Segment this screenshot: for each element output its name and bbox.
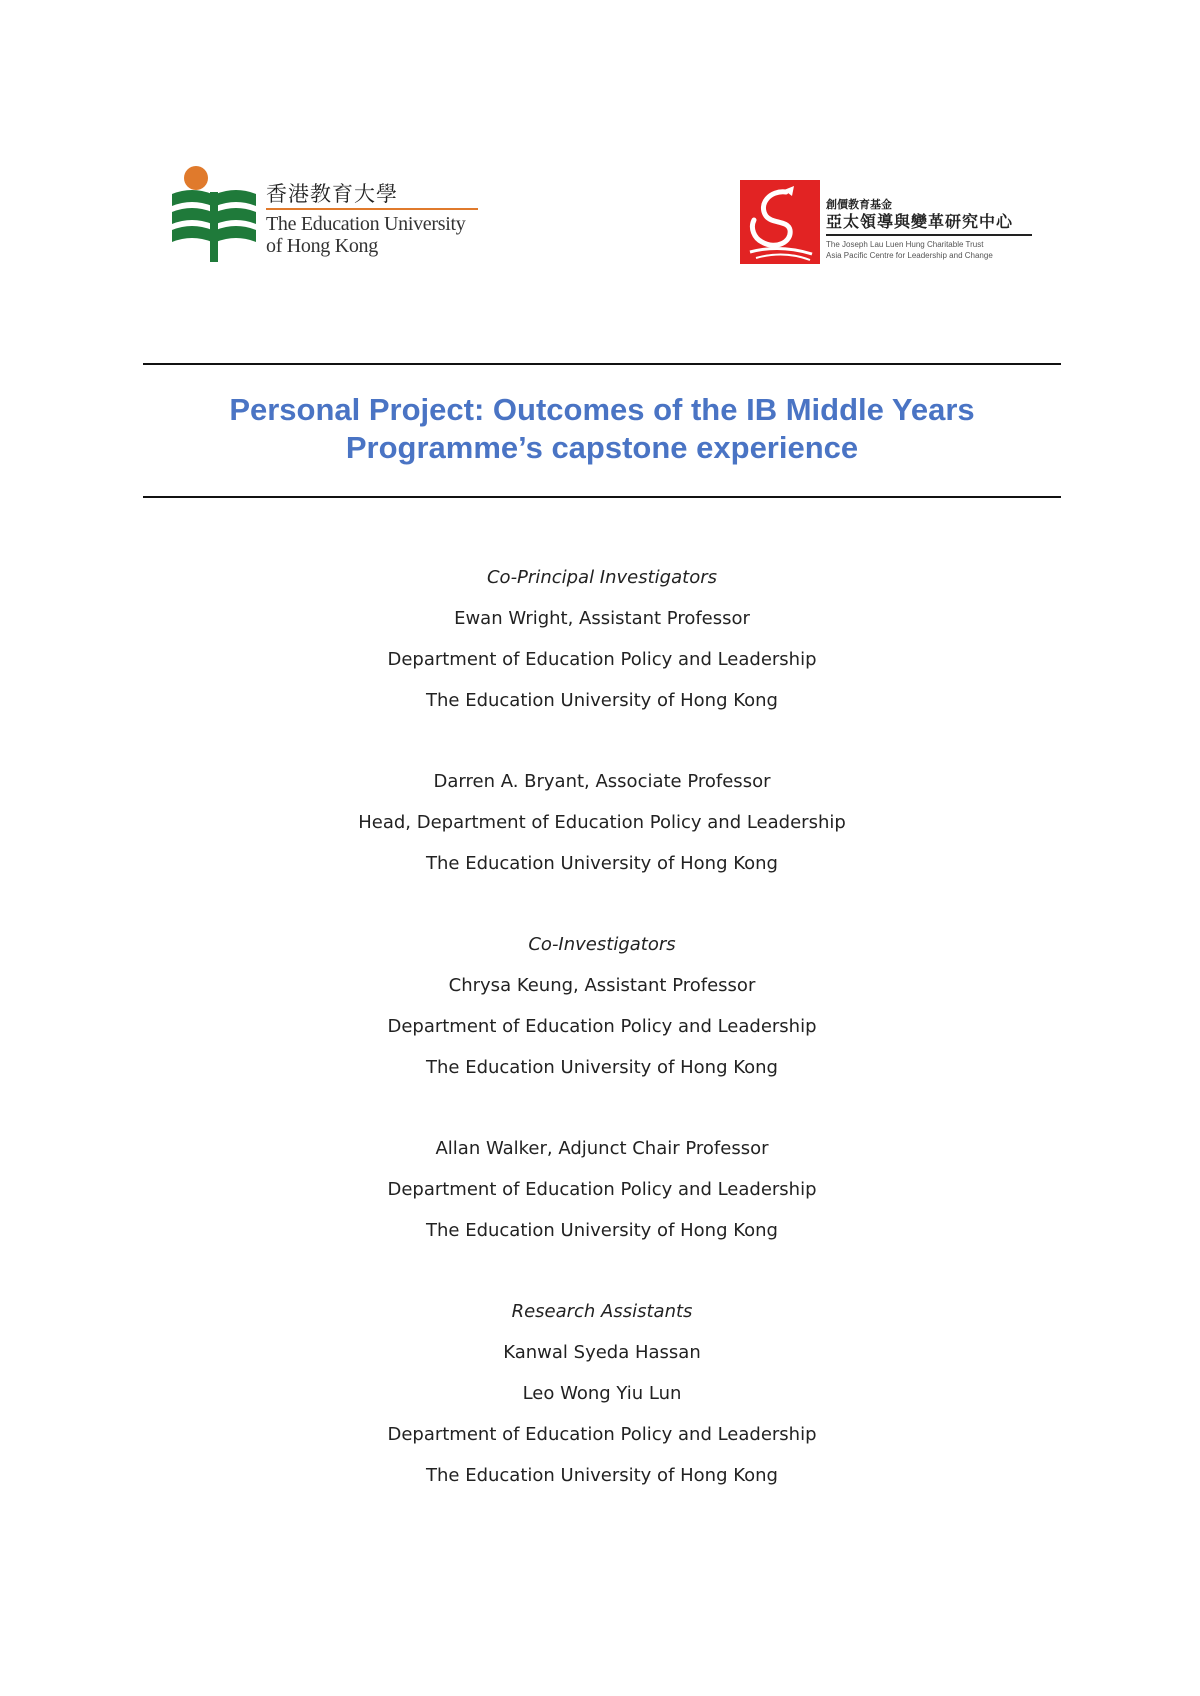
eduhk-emblem-icon (170, 164, 258, 264)
person-name: Leo Wong Yiu Lun (522, 1383, 682, 1404)
apclc-name-en-line1: The Joseph Lau Luen Hung Charitable Trust (826, 240, 984, 249)
person-university: The Education University of Hong Kong (426, 853, 778, 874)
person-name-title: Darren A. Bryant, Associate Professor (433, 771, 771, 792)
dragon-emblem-icon (740, 180, 820, 264)
report-title (143, 391, 1061, 467)
person-name-title: Chrysa Keung, Assistant Professor (448, 975, 756, 996)
eduhk-name-en-line2: of Hong Kong (266, 235, 378, 257)
person-name-title: Allan Walker, Adjunct Chair Professor (435, 1138, 769, 1159)
section-heading-research-assistants: Research Assistants (511, 1301, 693, 1322)
person-department: Department of Education Policy and Leadership (387, 649, 817, 670)
section-heading-co-principal: Co-Principal Investigators (486, 567, 717, 588)
credits (143, 566, 1061, 1505)
report-title-line2: Programme’s capstone experience (345, 430, 859, 465)
apclc-logo (740, 180, 1040, 264)
person-university: The Education University of Hong Kong (426, 690, 778, 711)
eduhk-name-cn: 香港教育大學 (266, 182, 398, 206)
eduhk-logo (170, 164, 490, 264)
report-title-line1: Personal Project: Outcomes of the IB Middle Years (229, 392, 975, 427)
apclc-name-cn-line1: 創價教育基金 (826, 198, 892, 211)
person-university: The Education University of Hong Kong (426, 1057, 778, 1078)
apclc-name-en-line2: Asia Pacific Centre for Leadership and Change (826, 251, 993, 260)
apclc-divider (826, 234, 1032, 236)
person-university: The Education University of Hong Kong (426, 1465, 778, 1486)
person-name-title: Ewan Wright, Assistant Professor (454, 608, 750, 629)
title-bottom-rule (143, 496, 1061, 498)
person-department: Head, Department of Education Policy and Leadership (358, 812, 846, 833)
person-department: Department of Education Policy and Leadership (387, 1016, 817, 1037)
eduhk-divider (266, 208, 478, 210)
person-name: Kanwal Syeda Hassan (503, 1342, 701, 1363)
eduhk-name-en-line1: The Education University (266, 213, 466, 235)
person-department: Department of Education Policy and Leadership (387, 1424, 817, 1445)
person-department: Department of Education Policy and Leadership (387, 1179, 817, 1200)
section-heading-co-investigators: Co-Investigators (528, 934, 676, 955)
apclc-name-cn-line2: 亞太領導與變革研究中心 (826, 212, 1014, 231)
title-top-rule (143, 363, 1061, 365)
person-university: The Education University of Hong Kong (426, 1220, 778, 1241)
